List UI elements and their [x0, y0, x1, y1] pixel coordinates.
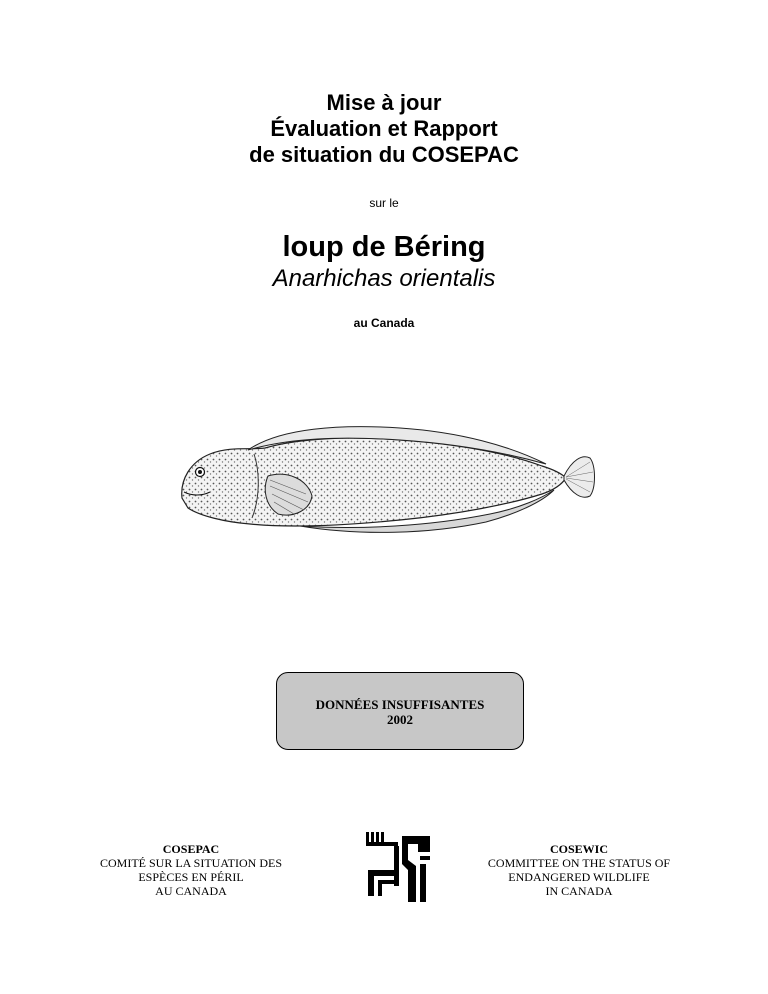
title-line-1: Mise à jour [326, 90, 442, 115]
cosewic-logo-icon [364, 830, 434, 904]
status-box [276, 672, 524, 750]
org-french-line-3: AU CANADA [155, 884, 227, 898]
org-english [464, 842, 694, 898]
species-common-name: loup de Béring [282, 231, 486, 263]
species-region: au Canada [353, 316, 415, 330]
subtitle: sur le [369, 196, 399, 210]
org-french-line-2: ESPÈCES EN PÉRIL [138, 870, 244, 884]
title-line-2: Évaluation et Rapport [270, 116, 498, 141]
status-label: DONNÉES INSUFFISANTES [315, 697, 485, 712]
wolffish-illustration-icon [170, 410, 600, 540]
org-french [76, 842, 306, 898]
org-english-abbr: COSEWIC [549, 842, 608, 856]
org-french-abbr: COSEPAC [162, 842, 220, 856]
title-line-3: de situation du COSEPAC [249, 142, 519, 167]
org-english-line-3: IN CANADA [545, 884, 613, 898]
org-french-line-1: COMITÉ SUR LA SITUATION DES [99, 856, 282, 870]
status-year: 2002 [387, 712, 413, 727]
report-title [0, 90, 768, 168]
species-latin-name: Anarhichas orientalis [272, 265, 496, 292]
org-english-line-1: COMMITTEE ON THE STATUS OF [487, 856, 671, 870]
org-english-line-2: ENDANGERED WILDLIFE [508, 870, 650, 884]
